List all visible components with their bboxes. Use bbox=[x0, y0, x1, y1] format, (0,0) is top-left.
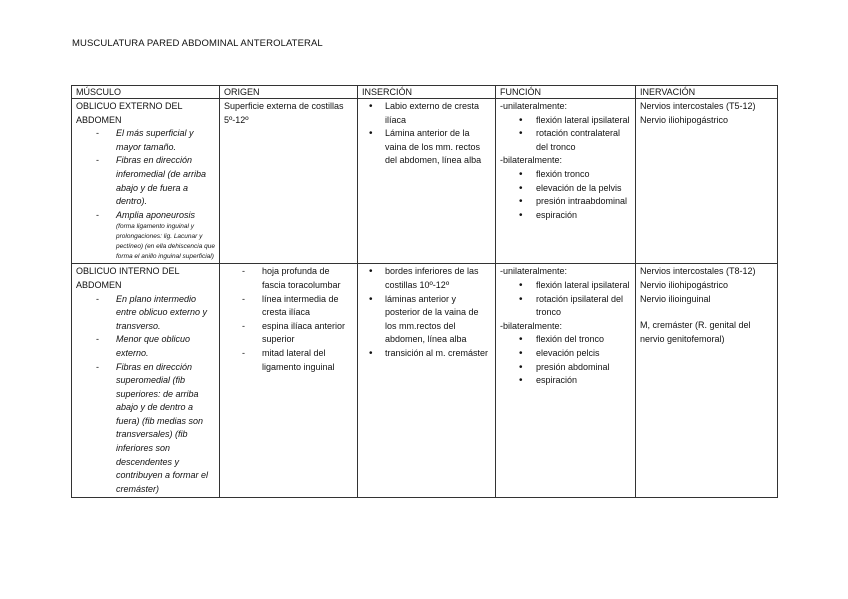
list-item: • transición al m. cremáster bbox=[362, 347, 491, 361]
function-bi-list bbox=[500, 333, 631, 387]
function-uni-label: -unilateralmente: bbox=[500, 101, 568, 111]
header-funcion: FUNCIÓN bbox=[496, 86, 636, 99]
list-item: • flexión tronco bbox=[500, 168, 631, 182]
list-item: • rotación ipsilateral del tronco bbox=[500, 293, 631, 320]
innervation-item: Nervio iliohipogástrico bbox=[640, 114, 729, 125]
insertion-cell bbox=[358, 264, 496, 498]
list-item: • presión abdominal bbox=[500, 361, 631, 375]
insertion-list bbox=[362, 265, 491, 360]
list-item: - Fibras en dirección inferomedial (de arriba abajo y de fuera a dentro). bbox=[76, 154, 215, 208]
list-item: • Lámina anterior de la vaina de los mm. rectos del abdomen, línea alba bbox=[362, 127, 491, 168]
innervation-cell bbox=[636, 99, 778, 264]
header-origen: ORIGEN bbox=[220, 86, 358, 99]
origin-list bbox=[224, 265, 353, 374]
innervation-cell bbox=[636, 264, 778, 498]
list-item: • flexión lateral ipsilateral bbox=[500, 279, 631, 293]
muscle-cell bbox=[72, 264, 220, 498]
list-item: - espina ilíaca anterior superior bbox=[224, 320, 353, 347]
function-cell bbox=[496, 264, 636, 498]
list-item: - El más superficial y mayor tamaño. bbox=[76, 127, 215, 154]
innervation-item: Nervio iliohipogástrico bbox=[640, 279, 729, 290]
list-item: - Menor que oblicuo externo. bbox=[76, 333, 215, 360]
table-header-row bbox=[72, 86, 778, 99]
list-item: - Fibras en dirección superomedial (fib superiores: de arriba abajo y de dentro a fuera) (fib medias son transversales) (fib inferiores son descendentes y contribuyen a formar el cremáster) bbox=[76, 361, 215, 497]
function-cell bbox=[496, 99, 636, 264]
page-title: MUSCULATURA PARED ABDOMINAL ANTEROLATERAL bbox=[72, 38, 323, 49]
spacer bbox=[640, 306, 773, 319]
innervation-item: M, cremáster (R. genital del nervio genitofemoral) bbox=[640, 320, 751, 344]
list-item: - hoja profunda de fascia toracolumbar bbox=[224, 265, 353, 292]
innervation-item: Nervio ilioinguinal bbox=[640, 293, 711, 304]
list-item: • láminas anterior y posterior de la vaina de los mm.rectos del abdomen, línea alba bbox=[362, 293, 491, 347]
function-bi-list bbox=[500, 168, 631, 222]
list-item: - En plano intermedio entre oblicuo externo y transverso. bbox=[76, 293, 215, 334]
header-insercion: INSERCIÓN bbox=[358, 86, 496, 99]
aponeurosis-note: (forma ligamento inguinal y prolongaciones: lig. Lacunar y pectíneo) (en ella dehiscencia que forma el anillo inguinal superficial) bbox=[116, 223, 216, 261]
function-uni-label: -unilateralmente: bbox=[500, 266, 568, 277]
function-bi-label: -bilateralmente: bbox=[500, 155, 563, 166]
list-item: • Labio externo de cresta ilíaca bbox=[362, 100, 491, 127]
function-uni-list bbox=[500, 279, 631, 320]
insertion-list bbox=[362, 100, 491, 168]
list-item: • elevación de la pelvis bbox=[500, 182, 631, 196]
list-item: - mitad lateral del ligamento inguinal bbox=[224, 347, 353, 374]
origin-cell bbox=[220, 264, 358, 498]
innervation-item: Nervios intercostales (T5-12) bbox=[640, 101, 756, 111]
header-musculo: MÚSCULO bbox=[72, 86, 220, 99]
list-item: • espiración bbox=[500, 209, 631, 223]
insertion-cell bbox=[358, 99, 496, 264]
list-item: - línea intermedia de cresta ilíaca bbox=[224, 293, 353, 320]
list-item: • flexión del tronco bbox=[500, 333, 631, 347]
table-row bbox=[72, 264, 778, 498]
function-bi-label: -bilateralmente: bbox=[500, 320, 563, 331]
muscle-cell bbox=[72, 99, 220, 264]
muscle-name: OBLICUO EXTERNO DEL ABDOMEN bbox=[76, 101, 183, 125]
list-item: • presión intraabdominal bbox=[500, 195, 631, 209]
header-inervacion: INERVACIÓN bbox=[636, 86, 778, 99]
innervation-item: Nervios intercostales (T8-12) bbox=[640, 266, 756, 277]
muscle-table bbox=[71, 85, 778, 498]
function-uni-list bbox=[500, 114, 631, 155]
muscle-points bbox=[76, 127, 215, 262]
table-row bbox=[72, 99, 778, 264]
list-item: • flexión lateral ipsilateral bbox=[500, 114, 631, 128]
list-item: - Amplia aponeurosis (forma ligamento inguinal y prolongaciones: lig. Lacunar y pectíneo) (en ella dehiscencia que forma el anillo inguinal superficial) bbox=[76, 209, 215, 263]
list-item: • espiración bbox=[500, 374, 631, 388]
origin-cell bbox=[220, 99, 358, 264]
muscle-points bbox=[76, 293, 215, 497]
muscle-name: OBLICUO INTERNO DEL ABDOMEN bbox=[76, 266, 180, 290]
list-item: • rotación contralateral del tronco bbox=[500, 127, 631, 154]
origin-text: Superficie externa de costillas 5º-12º bbox=[224, 101, 344, 125]
list-item: • elevación pelcis bbox=[500, 347, 631, 361]
list-item: • bordes inferiores de las costillas 10º-12º bbox=[362, 265, 491, 292]
